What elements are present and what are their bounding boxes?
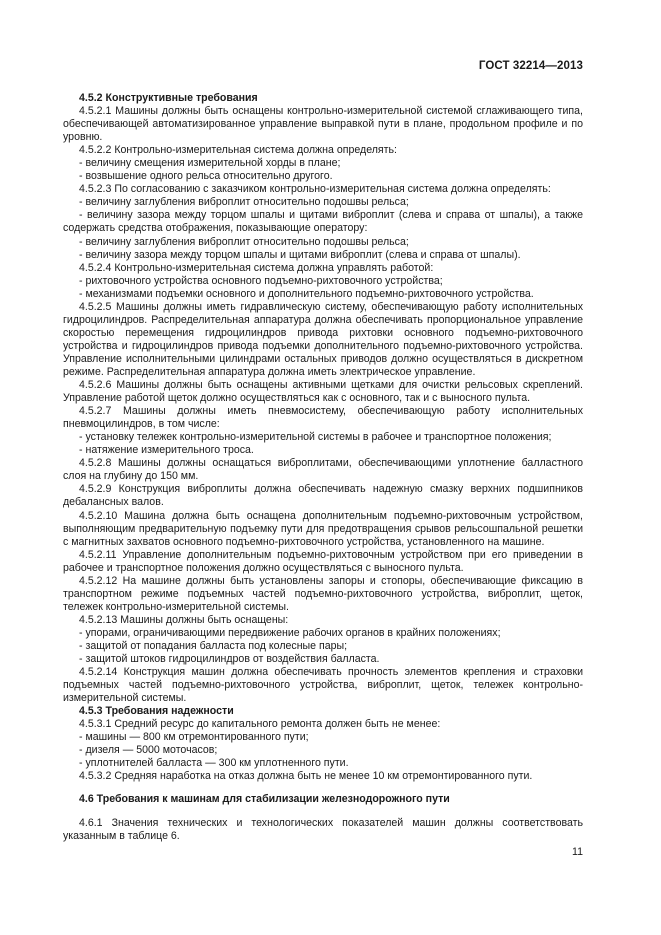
paragraph: 4.5.2.7 Машины должны иметь пневмосистему, обеспечивающую работу исполнительных пневмоцилиндров, в том числе: (63, 405, 583, 431)
paragraph: 4.5.3.2 Средняя наработка на отказ должна быть не менее 10 км отремонтированного пути. (79, 770, 533, 783)
list-item: - величину зазора между торцом шпалы и щитами виброплит (слева и справа от шпалы). (79, 248, 521, 261)
paragraph: 4.5.2.13 Машины должны быть оснащены: (79, 613, 289, 626)
paragraph: 4.5.2.6 Машины должны быть оснащены активными щетками для очистки рельсовых скреплений. Управление работой щеток должно осуществляться как с основного, так и с выносного пульта. (63, 379, 583, 405)
section-heading-4-6: 4.6 Требования к машинам для стабилизации железнодорожного пути (79, 793, 450, 806)
page-number: 11 (572, 846, 583, 858)
list-item: - упорами, ограничивающими передвижение рабочих органов в крайних положениях; (79, 626, 501, 639)
paragraph: 4.5.3.1 Средний ресурс до капитального ремонта должен быть не менее: (79, 718, 441, 731)
paragraph: 4.5.2.4 Контрольно-измерительная система должна управлять работой: (79, 261, 434, 274)
paragraph: 4.5.2.5 Машины должны иметь гидравлическую систему, обеспечивающую работу исполнительных гидроцилиндров. Распределительная аппаратура должна обеспечивать пропорциональное управление скоростью перемещения гидроцилиндров привода рихтовки основного подъемно-рихтовочного устройства и гидроцилиндров привода подъемки дополнительного подъемно-рихтовочного устройства. Управление исполнительными цилиндрами остальных приводов должно осуществляться в дискретном режиме. Распределительная аппаратура должна иметь электрическое управление. (63, 300, 583, 378)
list-item: - машины — 800 км отремонтированного пути; (79, 731, 309, 744)
paragraph: 4.5.2.11 Управление дополнительным подъемно-рихтовочным устройством при его приведении в рабочее и транспортное положения должно осуществляться с выносного пульта. (63, 548, 583, 574)
list-item: - защитой штоков гидроцилиндров от воздействия балласта. (79, 653, 380, 666)
section-heading-4-5-2: 4.5.2 Конструктивные требования (79, 92, 258, 104)
list-item: - установку тележек контрольно-измерительной системы в рабочее и транспортное положения; (79, 431, 552, 444)
list-item: - возвышение одного рельса относительно другого. (79, 170, 333, 183)
paragraph: 4.5.2.3 По согласованию с заказчиком контрольно-измерительная система должна определять: (79, 183, 551, 196)
document-code: ГОСТ 32214—2013 (478, 60, 583, 72)
paragraph: 4.5.2.10 Машина должна быть оснащена дополнительным подъемно-рихтовочным устройством, выполняющим предварительную подъемку пути для предотвращения срывов рельсошпальной решетки с магнитных захватов основного подъемно-рихтовочного устройства, установленного на машине. (63, 509, 583, 548)
list-item: - защитой от попадания балласта под колесные пары; (79, 639, 348, 652)
paragraph: 4.6.1 Значения технических и технологических показателей машин должны соответствовать указанным в таблице 6. (63, 816, 583, 842)
section-heading-4-5-3: 4.5.3 Требования надежности (79, 705, 234, 718)
paragraph: 4.5.2.1 Машины должны быть оснащены контрольно-измерительной системой сглаживающего типа, обеспечивающей автоматизированное управление выправкой пути в плане, продольном профиле и по уровню. (63, 105, 583, 144)
list-item: - величину заглубления виброплит относительно подошвы рельса; (79, 196, 409, 209)
document-body (63, 92, 583, 843)
paragraph: 4.5.2.9 Конструкция виброплиты должна обеспечивать надежную смазку верхних подшипников дебалансных валов. (63, 483, 583, 509)
list-item: - рихтовочного устройства основного подъемно-рихтовочного устройства; (79, 274, 443, 287)
list-item: - величину заглубления виброплит относительно подошвы рельса; (79, 235, 409, 248)
paragraph: 4.5.2.2 Контрольно-измерительная система должна определять: (79, 144, 397, 157)
list-item: - величину смещения измерительной хорды в плане; (79, 157, 341, 170)
paragraph: 4.5.2.8 Машины должны оснащаться виброплитами, обеспечивающими уплотнение балластного слоя на глубину до 150 мм. (63, 457, 583, 483)
paragraph: 4.5.2.14 Конструкция машин должна обеспечивать прочность элементов крепления и страховки подъемных частей подъемно-рихтовочного устройства, виброплит, щеток, тележек контрольно-измерительной системы. (63, 666, 583, 705)
list-item: - механизмами подъемки основного и дополнительного подъемно-рихтовочного устройства. (79, 287, 534, 300)
paragraph: 4.5.2.12 На машине должны быть установлены запоры и стопоры, обеспечивающие фиксацию в транспортном режиме подъемных частей подъемно-рихтовочного устройства, виброплит, щеток, тележек контрольно-измерительной системы. (63, 574, 583, 613)
list-item: - величину зазора между торцом шпалы и щитами виброплит (слева и справа от шпалы), а также содержать средства отображения, показывающие оператору: (63, 209, 583, 235)
list-item: - дизеля — 5000 моточасов; (79, 744, 218, 757)
list-item: - натяжение измерительного троса. (79, 444, 254, 457)
list-item: - уплотнителей балласта — 300 км уплотненного пути. (79, 757, 349, 770)
